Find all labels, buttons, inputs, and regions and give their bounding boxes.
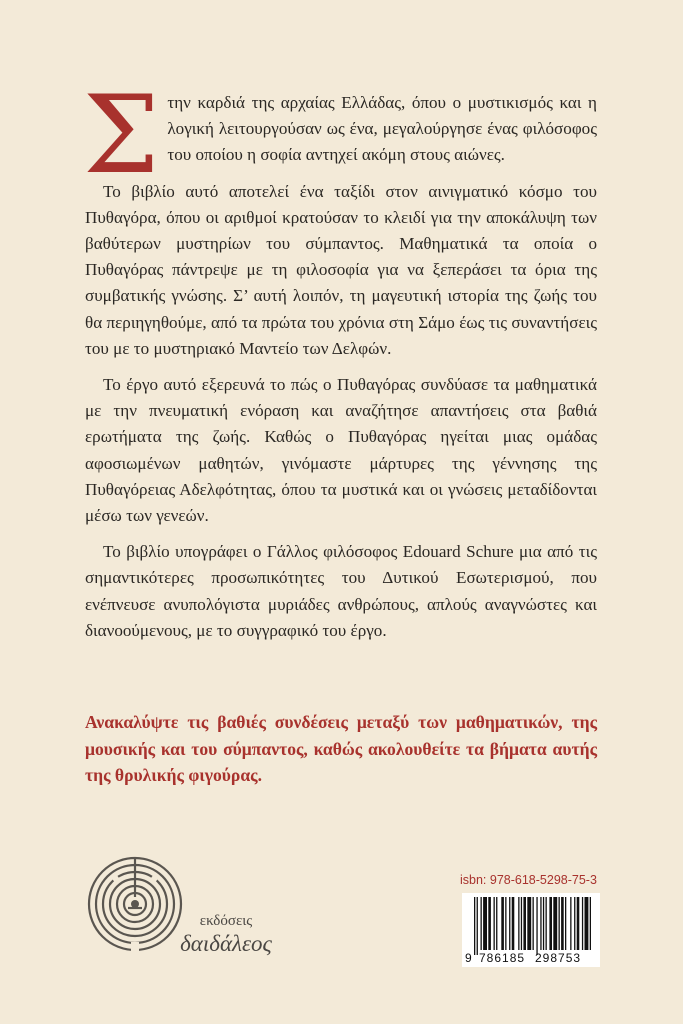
description-text bbox=[83, 73, 597, 654]
paragraph-exploration: Το έργο αυτό εξερευνά το πώς ο Πυθαγόρας συνδύασε τα μαθηματικά με την πνευματική ενόραση και αναζήτησε απαντήσεις στα βαθιά ερωτήματα της ζωής. Καθώς ο Πυθαγόρας ηγείται μιας ομάδας αφοσιωμένων μαθητών, γινόμαστε μάρτυρες της γέννησης της Πυθαγόρειας Αδελφότητας, όπου τα μυστικά και οι γνώσεις μεταδίδονται μέσω των γενεών. bbox=[85, 375, 597, 526]
publisher-logotype bbox=[176, 912, 276, 958]
barcode-bar bbox=[570, 897, 571, 950]
barcode-digits-left: 786185 bbox=[479, 951, 526, 965]
barcode-bar bbox=[559, 897, 560, 950]
barcode-bar bbox=[527, 897, 531, 950]
barcode-bar bbox=[561, 897, 564, 950]
paragraph-intro-text: την καρδιά της αρχαίας Ελλάδας, όπου ο μυστικισμός και η λογική λειτουργούσαν ως ένα, μεγαλούργησε ένας φιλόσοφος του οποίου η σοφία αντηχεί ακόμη στους αιώνες. bbox=[167, 93, 597, 165]
barcode-bar bbox=[521, 897, 522, 950]
barcode-bar bbox=[518, 897, 519, 950]
barcode-bar bbox=[523, 897, 526, 950]
barcode-bar bbox=[577, 897, 580, 950]
labyrinth-icon bbox=[85, 854, 185, 954]
publisher-label: εκδόσεις bbox=[199, 913, 253, 929]
barcode-bar bbox=[488, 897, 491, 950]
barcode-bar bbox=[477, 897, 478, 955]
barcode-digits bbox=[462, 951, 600, 965]
barcode-bar bbox=[505, 897, 506, 950]
paragraph-author: Το βιβλίο υπογράφει ο Γάλλος φιλόσοφος Edouard Schure μια από τις σημαντικότερες προσωπικότητες του Δυτικού Εσωτερισμού, που ενέπνευσε ανυπολόγιστα μυριάδες ανθρώπους, απλούς αναγνώστες και διανοούμενους, με το συγγραφικό του έργο. bbox=[85, 542, 597, 640]
barcode-bar bbox=[533, 897, 534, 950]
barcode-bar bbox=[483, 897, 487, 950]
barcode-bar bbox=[543, 897, 544, 950]
barcode-bar bbox=[565, 897, 566, 950]
barcode-bar bbox=[546, 897, 547, 950]
barcode-bar bbox=[494, 897, 495, 950]
barcode-digits-right: 298753 bbox=[535, 951, 582, 965]
publisher-name: δαιδάλεος bbox=[180, 931, 272, 956]
barcode-digit-first: 9 bbox=[465, 951, 472, 965]
barcode-bar bbox=[481, 897, 482, 950]
barcode-bar bbox=[536, 897, 537, 955]
highlight-text: Ανακαλύψτε τις βαθιές συνδέσεις μεταξύ των μαθηματικών, της μουσικής και του σύμπαντος, καθώς ακολουθείτε τα βήματα αυτής της θρυλικής φιγούρας. bbox=[85, 712, 597, 785]
dropcap-letter: Σ bbox=[83, 73, 160, 198]
isbn-label: isbn: 978-618-5298-75-3 bbox=[460, 873, 597, 887]
barcode-bar bbox=[574, 897, 575, 950]
barcode-bar bbox=[582, 897, 583, 950]
barcode bbox=[462, 893, 600, 967]
barcode-bar bbox=[549, 897, 552, 950]
barcode-bar bbox=[585, 897, 589, 950]
barcode-bar bbox=[474, 897, 475, 955]
barcode-bar bbox=[509, 897, 510, 950]
barcode-bar bbox=[501, 897, 504, 950]
paragraph-intro bbox=[83, 73, 597, 198]
barcode-bar bbox=[540, 897, 541, 950]
paragraph-journey: Το βιβλίο αυτό αποτελεί ένα ταξίδι στον αινιγματικό κόσμο του Πυθαγόρα, όπου οι αριθμοί κρατούσαν το κλειδί για την αποκάλυψη των βαθύτερων μυστηρίων του σύμπαντος. Μαθηματικά τα οποία ο Πυθαγόρας πάντρεψε με τη φιλοσοφία για να ξεπεράσει τα όρια της συμβατικής γνώσης. Σ’ αυτή λοιπόν, τη μαγευτική ιστορία της ζωής του θα περιηγηθούμε, από τα πρώτα του χρόνια στη Σάμο έως τις συναντήσεις του με το μυστηριακό Μαντείο των Δελφών. bbox=[85, 181, 597, 358]
barcode-bar bbox=[512, 897, 515, 950]
barcode-bar bbox=[590, 897, 591, 950]
barcode-bar bbox=[553, 897, 557, 950]
barcode-bar bbox=[496, 897, 497, 950]
